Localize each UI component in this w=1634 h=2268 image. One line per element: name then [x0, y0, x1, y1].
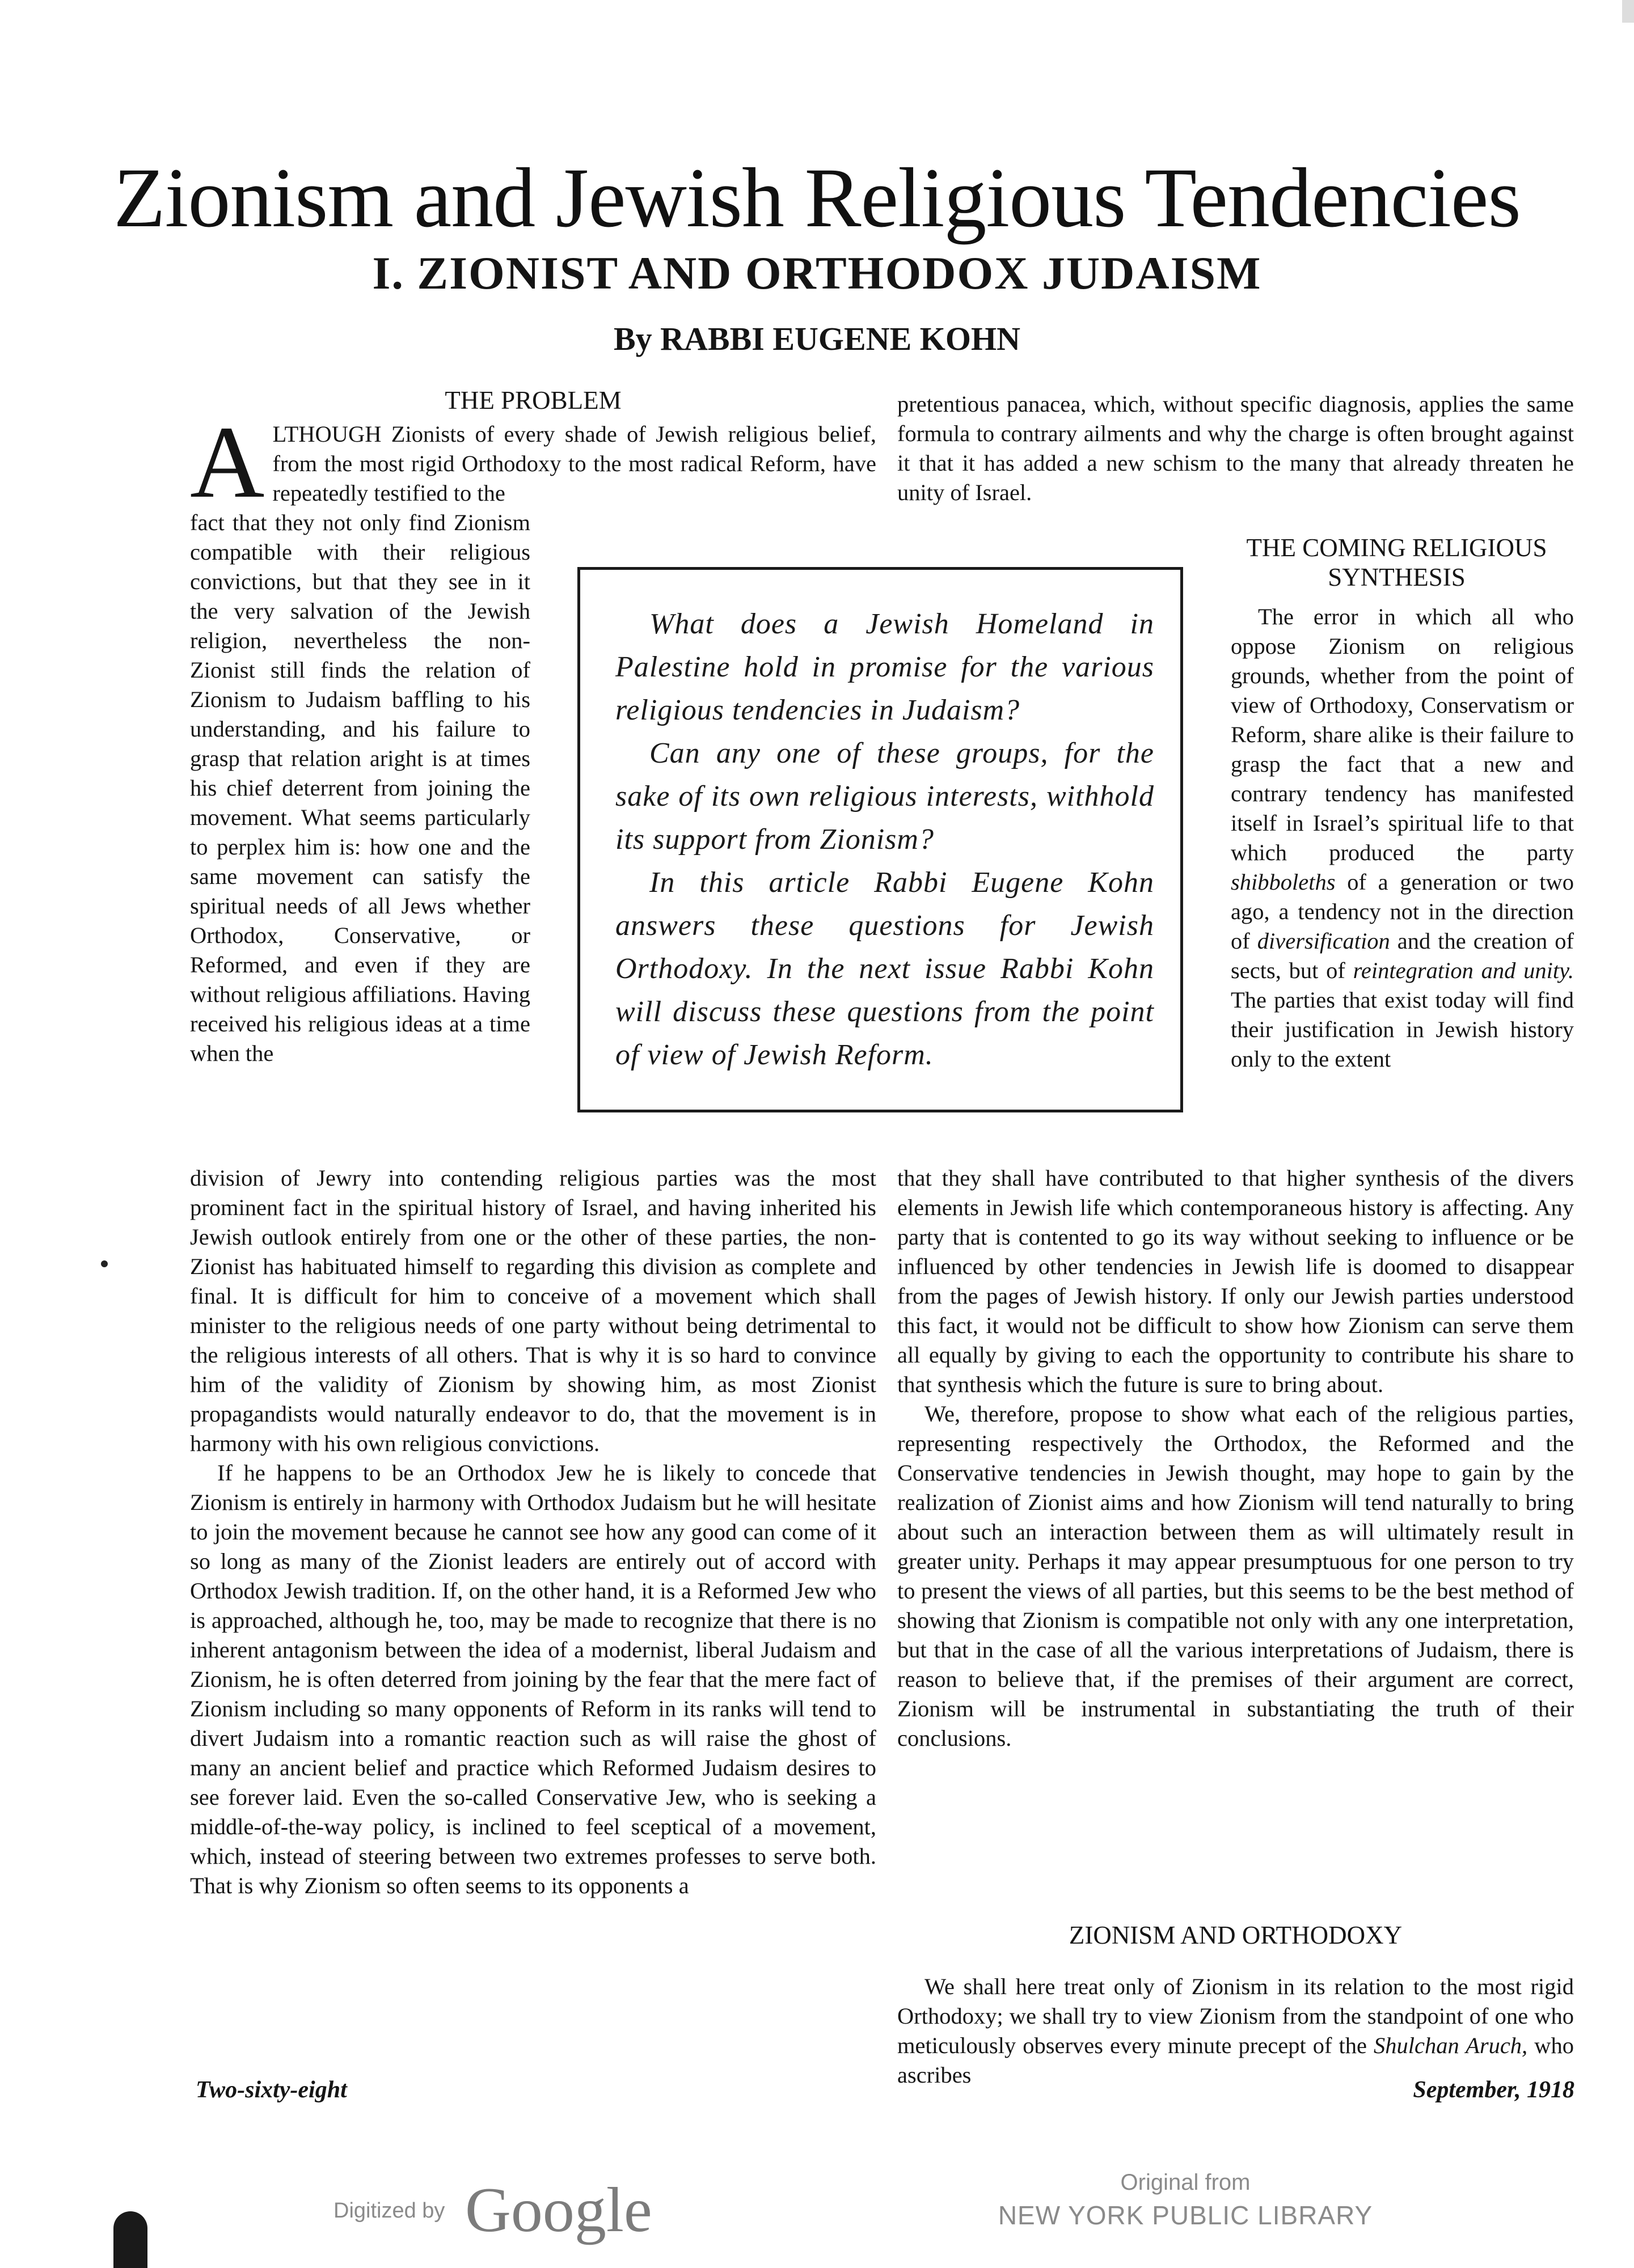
intro-paragraph-narrow: fact that they not only find Zionism compatible with their religious convictions, but that they see in it the very salvation of the Jewish religion, nevertheless the non-Zionist still finds the relation of Zionism to Judaism baffling to his understanding, and his failure to grasp that relation aright is at times his chief deterrent from joining the movement. What seems particularly to perplex him is: how one and the same movement can satisfy the spiritual needs of all Jews whether Orthodox, Conservative, or Reformed, and even if they are without religious affiliations. Having received his religious ideas at a time when the: [190, 510, 530, 1066]
section-heading-orthodoxy: ZIONISM AND ORTHODOXY: [1069, 1921, 1403, 1949]
pull-quote-note: In this article Rabbi Eugene Kohn answers these questions for Jewish Orthodoxy. In the next issue Rabbi Kohn will discuss these questions from the point of view of Jewish Reform.: [615, 866, 1154, 1071]
pull-quote-question-2: Can any one of these groups, for the sake of its own religious interests, withhold its support from Zionism?: [615, 737, 1154, 856]
page-number-label: Two-sixty-eight: [196, 2077, 347, 2103]
paragraph: We, therefore, propose to show what each of the religious parties, representing respectively the Orthodox, the Reformed and the Conservative tendencies in Jewish thought, may hope to gain by the realization of Zionist aims and how Zionism will tend naturally to bring about such an interaction between them as will ultimately result in greater unity. Perhaps it may appear presumptuous for one person to try to present the views of all parties, but this seems to be the best method of showing that Zionism is compatible not only with any one interpretation, but that in the case of all the various interpretations of Judaism, there is reason to believe that, if the premises of their argument are correct, Zionism will be instrumental in substantiating the truth of their conclusions.: [897, 1401, 1574, 1751]
scan-edge-mark: [1622, 0, 1634, 23]
orthodoxy-paragraph: We shall here treat only of Zionism in its relation to the most rigid Orthodoxy; we shall try to view Zionism from the standpoint of one who meticulously observes every minute precept of the Shulchan Aruch, who ascribes: [897, 1974, 1574, 2088]
intro-paragraph-top: ALTHOUGH Zionists of every shade of Jewish religious belief, from the most rigid Orthodoxy to the most radical Reform, have repeatedly testified to the: [190, 405, 876, 519]
google-logo: Google: [465, 2175, 652, 2245]
paragraph-continuation: that they shall have contributed to that higher synthesis of the divers elements in Jewish life which contemporaneous history is affecting. Any party that is contented to go its way without seeking to influence or be influenced by other tendencies in Jewish life is doomed to disappear from the pages of Jewish history. If only our Jewish parties understood this fact, it would not be difficult to show how Zionism can serve them all equally by giving to each the opportunity to contribute his share to that synthesis which the future is sure to bring about.: [897, 1165, 1574, 1397]
synthesis-paragraph-narrow: The error in which all who oppose Zionism on religious grounds, whether from the point of view of Orthodoxy, Conservatism or Reform, share alike is their failure to grasp the fact that a new and contrary tendency has manifested itself in Israel’s spiritual life to that which produced the party shibboleths of a generation or two ago, a tendency not in the direction of diversification and the creation of sects, but of reintegration and unity. The parties that exist today will find their justification in Jewish history only to the extent: [1231, 604, 1574, 1072]
issue-date: September, 1918: [1413, 2077, 1574, 2103]
paragraph-continuation: division of Jewry into contending religious parties was the most prominent fact in the spiritual history of Israel, and having inherited his Jewish outlook entirely from one or the other of these parties, the non-Zionist has habituated himself to regarding this division as complete and final. It is difficult for him to conceive of a movement which shall minister to the religious needs of one party without being detrimental to the religious interests of all others. That is why it is so hard to convince him of the validity of Zionism by showing him, as most Zionist propagandists would naturally endeavor to do, that the movement is in harmony with his own religious convictions.: [190, 1165, 876, 1456]
left-column-body: [190, 1163, 876, 1901]
paragraph: If he happens to be an Orthodox Jew he is likely to concede that Zionism is entirely in harmony with Orthodox Judaism but he will hesitate to join the movement because he cannot see how any good can come of it so long as many of the Zionist leaders are entirely out of accord with Orthodox Jewish tradition. If, on the other hand, it is a Reformed Jew who is approached, although he, too, may be made to recognize that there is no inherent antagonism between the idea of a modernist, liberal Judaism and Zionism, he is often deterred from joining by the fear that the mere fact of Zionism including so many opponents of Reform in its ranks will tend to divert Judaism into a romantic reaction such as will raise the ghost of many an ancient belief and practice which Reformed Judaism desires to see forever laid. Even the so-called Conservative Jew, who is seeking a middle-of-the-way policy, is inclined to feel sceptical of a movement, which, instead of steering between two extremes professes to serve both. That is why Zionism so often seems to its opponents a: [190, 1460, 876, 1898]
right-column-continuation: pretentious panacea, which, without specific diagnosis, applies the same formula to contrary ailments and why the charge is often brought against it that it has added a new schism to the many that already threaten he unity of Israel.: [897, 391, 1574, 505]
original-from-label: Original from: [1120, 2170, 1251, 2195]
section-heading-problem: THE PROBLEM: [445, 386, 622, 414]
digitized-by-label: Digitized by: [333, 2199, 445, 2223]
right-column-body: [897, 1163, 1574, 1753]
library-name: NEW YORK PUBLIC LIBRARY: [998, 2201, 1373, 2230]
article-byline: By RABBI EUGENE KOHN: [613, 320, 1021, 357]
pull-quote-question-1: What does a Jewish Homeland in Palestine hold in promise for the various religious tendencies in Judaism?: [615, 608, 1154, 726]
drop-cap: A: [190, 405, 265, 519]
pull-quote-box: [577, 567, 1183, 1112]
scan-speck: [101, 1260, 108, 1267]
article-subtitle: I. ZIONIST AND ORTHODOX JUDAISM: [372, 247, 1262, 299]
section-heading-synthesis: THE COMING RELIGIOUS SYNTHESIS: [1246, 534, 1547, 591]
scan-thumb-shadow: [113, 2211, 147, 2268]
article-title: Zionism and Jewish Religious Tendencies: [113, 151, 1521, 245]
